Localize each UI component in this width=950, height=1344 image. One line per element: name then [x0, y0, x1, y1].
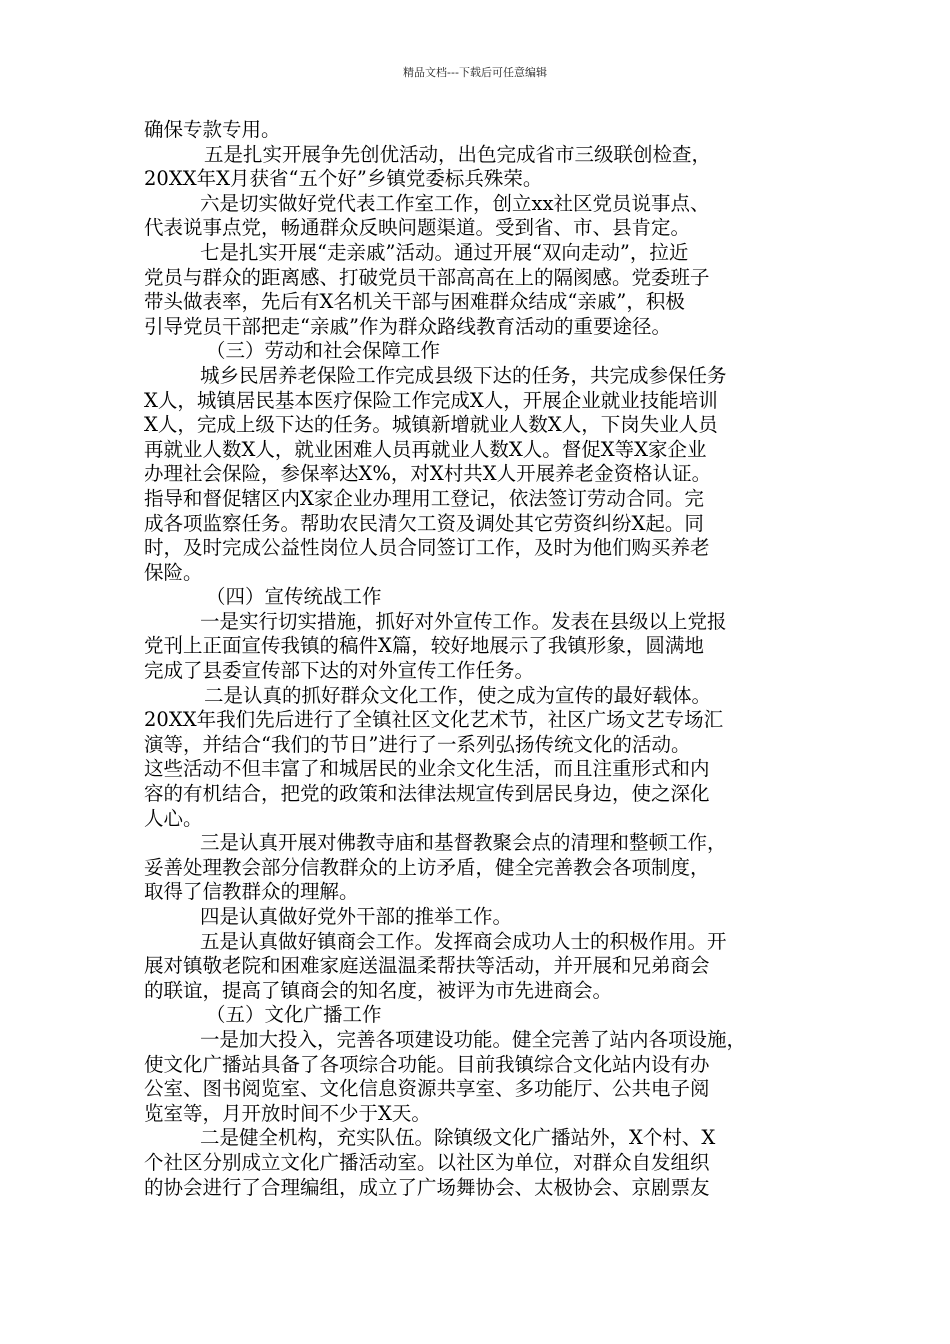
text-line: 代表说事点党，畅通群众反映问题渠道。受到省、市、县肯定。 — [144, 216, 691, 240]
text-line: 确保专款专用。 — [144, 118, 281, 141]
text-line: 指导和督促辖区内X家企业办理用工登记，依法签订劳动合同。完 — [144, 486, 704, 510]
page-header: 精品文档---下载后可任意编辑 — [403, 66, 547, 79]
text-line: 人心。 — [144, 806, 203, 830]
text-line: 再就业人数X人，就业困难人员再就业人数X人。督促X等X家企业 — [144, 437, 707, 461]
text-line: 个社区分别成立文化广播活动室。以社区为单位，对群众自发组织 — [144, 1150, 710, 1174]
text-line: 带头做表率，先后有X名机关干部与困难群众结成“亲戚”，积极 — [144, 290, 685, 314]
text-line: 二是认真的抓好群众文化工作，使之成为宣传的最好载体。 — [204, 683, 712, 707]
text-line: 的联谊，提高了镇商会的知名度，被评为市先进商会。 — [144, 978, 613, 1002]
text-line: 时，及时完成公益性岗位人员合同签订工作，及时为他们购买养老 — [144, 536, 710, 560]
text-line: 党刊上正面宣传我镇的稿件X篇，较好地展示了我镇形象，圆满地 — [144, 634, 704, 658]
text-line: 览室等，月开放时间不少于X天。 — [144, 1101, 431, 1125]
text-line: 四是认真做好党外干部的推举工作。 — [200, 905, 513, 928]
text-line: 20XX年我们先后进行了全镇社区文化艺术节，社区广场文艺专场汇 — [144, 708, 724, 732]
text-line: 使文化广播站具备了各项综合功能。目前我镇综合文化站内设有办 — [144, 1052, 710, 1076]
text-line: 七是扎实开展“走亲戚”活动。通过开展“双向走动”，拉近 — [200, 240, 689, 264]
text-line: 妥善处理教会部分信教群众的上访矛盾，健全完善教会各项制度， — [144, 855, 710, 879]
text-line: 展对镇敬老院和困难家庭送温温柔帮扶等活动，并开展和兄弟商会 — [144, 954, 710, 978]
text-line: 办理社会保险，参保率达X%，对X村共X人开展养老金资格认证。 — [144, 462, 712, 486]
text-line: 引导党员干部把走“亲戚”作为群众路线教育活动的重要途径。 — [144, 314, 671, 338]
text-line: 容的有机结合，把党的政策和法律法规宣传到居民身边，使之深化 — [144, 782, 710, 806]
text-line: 这些活动不但丰富了和城居民的业余文化生活，而且注重形式和内 — [144, 757, 710, 781]
document-body — [144, 118, 804, 1200]
text-line: 二是健全机构，充实队伍。除镇级文化广播站外，X个村、X — [200, 1126, 716, 1150]
section-heading: （三）劳动和社会保障工作 — [206, 339, 441, 363]
text-line: 20XX年X月获省“五个好”乡镇党委标兵殊荣。 — [144, 167, 543, 191]
text-line: 取得了信教群众的理解。 — [144, 880, 359, 904]
text-line: 一是加大投入，完善各项建设功能。健全完善了站内各项设施， — [200, 1027, 747, 1051]
text-line: 五是认真做好镇商会工作。发挥商会成功人士的积极作用。开 — [200, 929, 727, 953]
text-line: 成各项监察任务。帮助农民清欠工资及调处其它劳资纠纷X起。同 — [144, 511, 704, 535]
text-line: 的协会进行了合理编组，成立了广场舞协会、太极协会、京剧票友 — [144, 1175, 710, 1199]
text-line: X人，完成上级下达的任务。城镇新增就业人数X人，下岗失业人员 — [144, 413, 718, 437]
text-line: 完成了县委宣传部下达的对外宣传工作任务。 — [144, 659, 535, 683]
text-line: X人，城镇居民基本医疗保险工作完成X人，开展企业就业技能培训 — [144, 388, 718, 412]
section-heading: （四）宣传统战工作 — [206, 585, 382, 609]
text-line: 党员与群众的距离感、打破党员干部高高在上的隔阂感。党委班子 — [144, 265, 710, 289]
text-line: 一是实行切实措施，抓好对外宣传工作。发表在县级以上党报 — [200, 609, 727, 633]
text-line: 六是切实做好党代表工作室工作，创立xx社区党员说事点、 — [200, 191, 710, 215]
section-heading: （五）文化广播工作 — [206, 1003, 382, 1027]
text-line: 五是扎实开展争先创优活动，出色完成省市三级联创检查， — [204, 142, 712, 166]
text-line: 城乡民居养老保险工作完成县级下达的任务，共完成参保任务 — [200, 363, 727, 387]
text-line: 演等，并结合“我们的节日”进行了一系列弘扬传统文化的活动。 — [144, 732, 691, 756]
text-line: 保险。 — [144, 560, 203, 584]
text-line: 三是认真开展对佛教寺庙和基督教聚会点的清理和整顿工作， — [200, 831, 727, 855]
text-line: 公室、图书阅览室、文化信息资源共享室、多功能厅、公共电子阅 — [144, 1077, 710, 1101]
